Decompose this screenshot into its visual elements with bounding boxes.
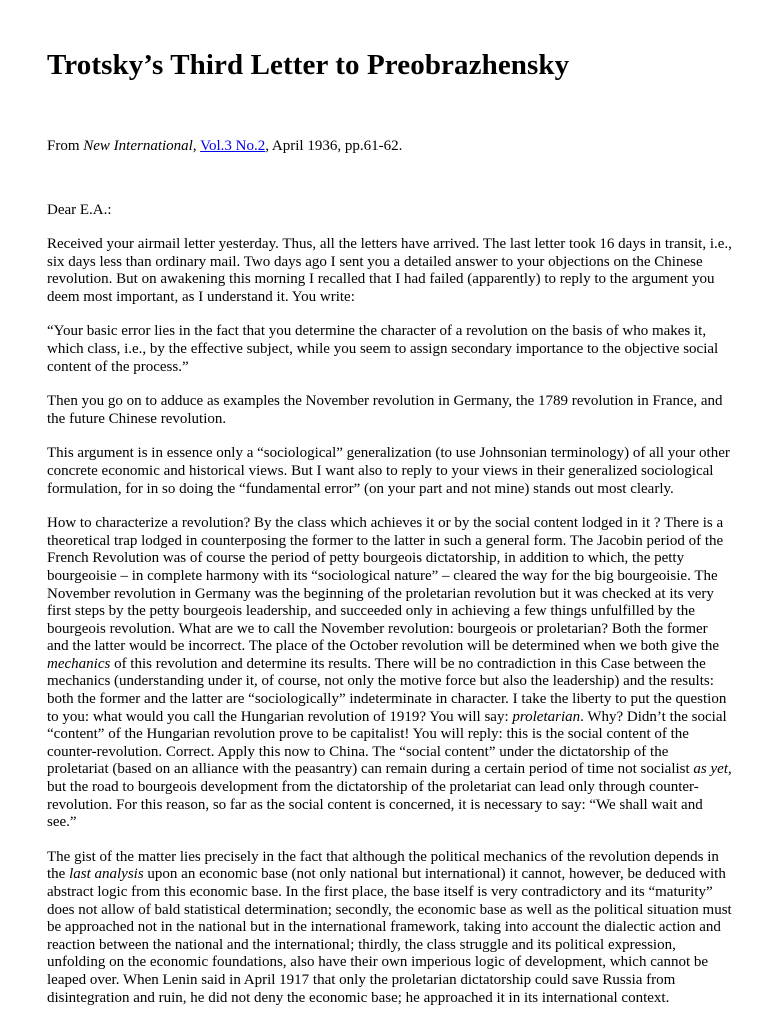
emphasis-last-analysis: last analysis	[69, 866, 144, 883]
paragraph-6	[47, 849, 732, 1007]
paragraph-5-part-c: . Why? Didn’t the social “content” of the Hungarian revolution prove to be capitalist! You will reply: this is the social content of the counter-revolution. Correct. Apply this now to China. The “social content” under the dictatorship of the proletariat (based on an alliance with the peasantry) can remain during a certain period of time not socialist	[47, 708, 727, 778]
paragraph-2-quote: “Your basic error lies in the fact that you determine the character of a revolution on the basis of who makes it, which class, i.e., by the effective subject, while you seem to assign secondary importance to the objective social content of the process.”	[47, 323, 719, 375]
page-title: Trotsky’s Third Letter to Preobrazhensky	[47, 49, 570, 81]
paragraph-4: This argument is in essence only a “sociological” generalization (to use Johnsonian terminology) of all your other concrete economic and historical views. But I want also to reply to your views in their generalized sociological formulation, for in so doing the “fundamental error” (on your part and not mine) stands out most clearly.	[47, 445, 730, 497]
paragraph-5-part-b: of this revolution and determine its results. There will be no contradiction in this Case between the mechanics (understanding under it, of course, not only the motive force but also the leadership) and the results: both the former and the latter are “sociologically” indeterminate in character. I take the liberty to put the question to you: what would you call the Hungarian revolution of 1919? You will say:	[47, 655, 727, 725]
publication-name: New International	[83, 138, 193, 154]
paragraph-6-part-b: upon an economic base (not only national but international) it cannot, however, be deduced with abstract logic from this economic base. In the first place, the base itself is very contradictory and its “maturity” does not allow of bald statistical determination; secondly, the economic base as well as the political situation must be approached not in the national but in the international framework, taking into account the dialectic action and reaction between the national and the international; thirdly, the class struggle and its political expression, unfolding on the economic foundations, also have their own imperious logic of development, which cannot be leaped over. When Lenin said in April 1917 that only the proletarian dictatorship could save Russia from disintegration and ruin, he did not deny the economic base; he approached it in its international context.	[47, 866, 732, 1006]
emphasis-as-yet: as yet	[693, 761, 728, 778]
emphasis-mechanics: mechanics	[47, 655, 111, 672]
source-prefix: From	[47, 138, 84, 154]
emphasis-proletarian: proletarian	[512, 708, 581, 725]
paragraph-5-part-a: How to characterize a revolution? By the class which achieves it or by the social content lodged in it ? There is a theoretical trap lodged in counterposing the former to the latter in such a general form. The Jacobin period of the French Revolution was of course the period of petty bourgeois dictatorship, in addition to which, the petty bourgeoisie – in complete harmony with its “sociological nature” – cleared the way for the big bourgeoisie. The November revolution in Germany was the beginning of the proletarian revolution but it was checked at its very first steps by the petty bourgeois leadership, and succeeded only in achieving a few things unfulfilled by the bourgeois revolution. What are we to call the November revolution: bourgeois or proletarian? Both the former and the latter would be incorrect. The place of the October revolution will be determined when we both give the	[47, 515, 724, 655]
volume-link[interactable]: Vol.3 No.2	[200, 138, 266, 154]
paragraph-1: Received your airmail letter yesterday. Thus, all the letters have arrived. The last letter took 16 days in transit, i.e., six days less than ordinary mail. Two days ago I sent you a detailed answer to your objections on the Chinese revolution. But on awakening this morning I recalled that I had failed (apparently) to reply to the argument you deem most important, as I understand it. You write:	[47, 236, 732, 305]
salutation: Dear E.A.:	[47, 202, 112, 218]
source-citation	[47, 137, 732, 155]
source-suffix: , April 1936, pp.61-62.	[265, 138, 403, 154]
paragraph-5	[47, 515, 732, 832]
paragraph-6-part-a: The gist of the matter lies precisely in the fact that although the political mechanics of the revolution depends in the	[47, 848, 719, 883]
source-separator: ,	[192, 138, 201, 154]
paragraph-5-part-d: , but the road to bourgeois development from the dictatorship of the proletariat can lead only through counter-revolution. For this reason, so far as the social content is concerned, it is necessary to say: “We shall wait and see.”	[47, 761, 732, 831]
paragraph-3: Then you go on to adduce as examples the November revolution in Germany, the 1789 revolution in France, and the future Chinese revolution.	[47, 393, 723, 427]
